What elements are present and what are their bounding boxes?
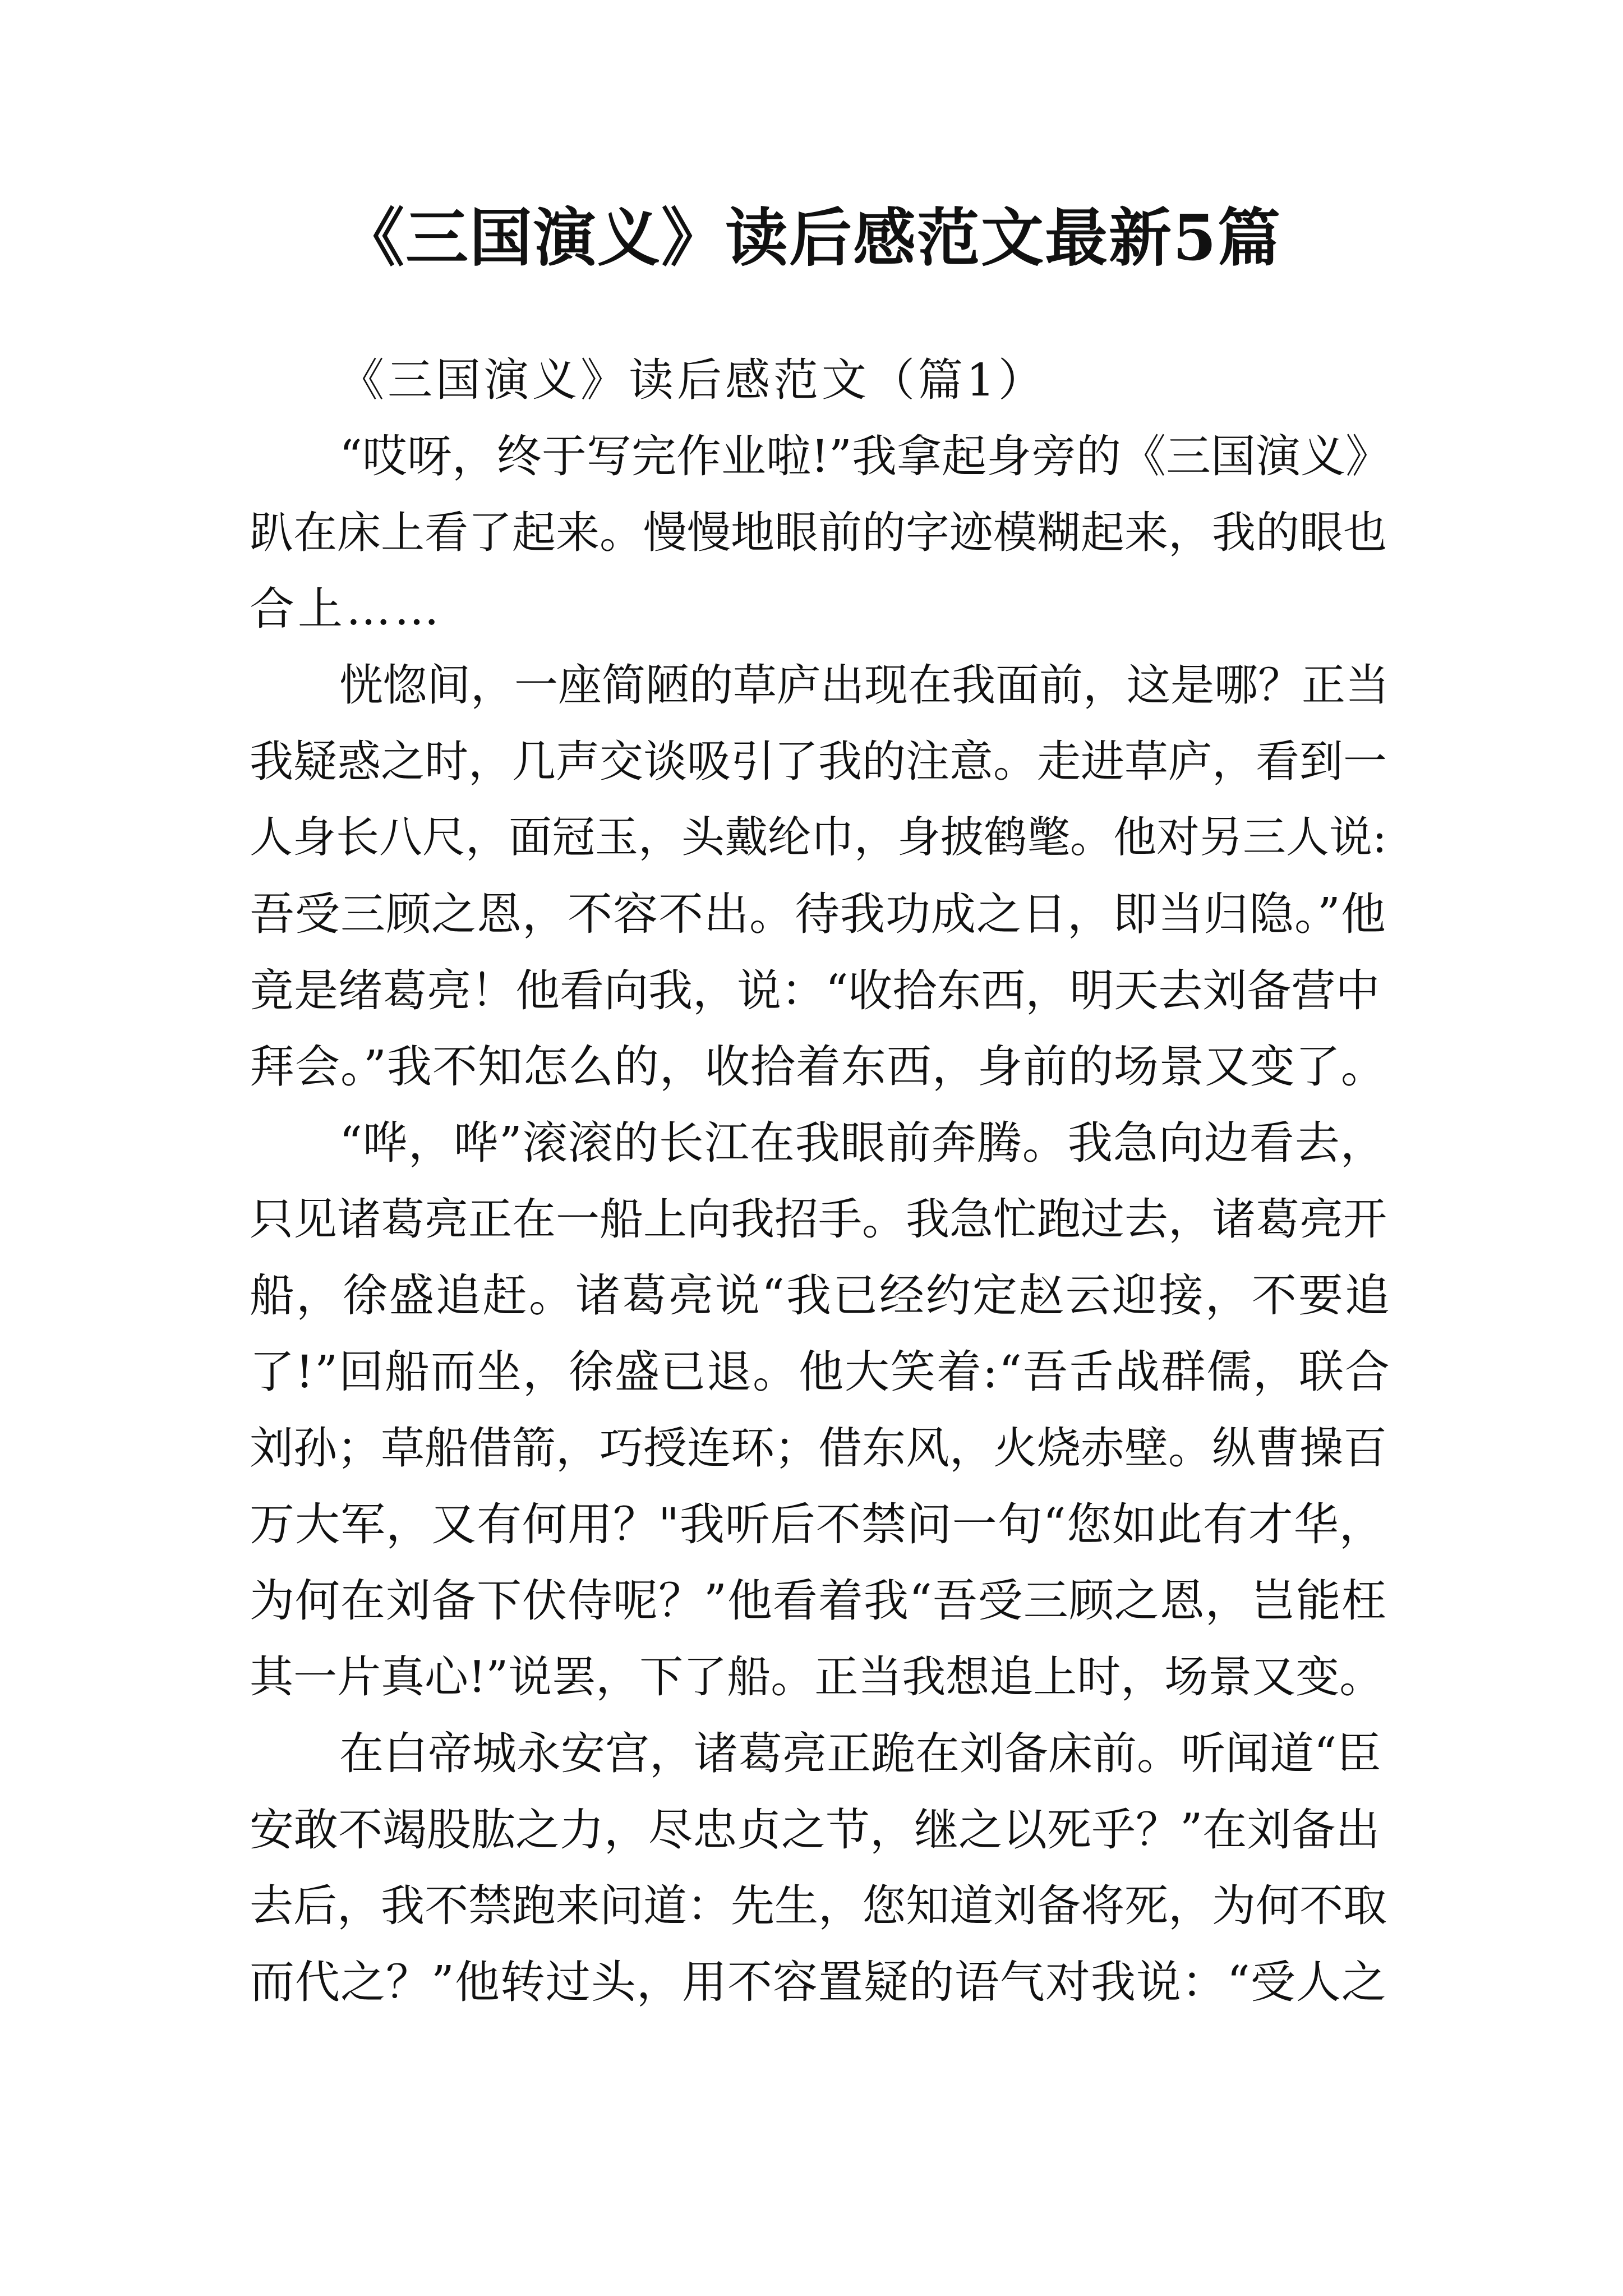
text-line: 而代之？”他转过头，用不容置疑的语气对我说：“受人之 — [250, 1956, 1387, 2008]
document-body — [250, 342, 1394, 2021]
text-line: 其一片真心!”说罢，下了船。正当我想追上时，场景又变。 — [250, 1652, 1384, 1703]
text-line: 船，徐盛追赶。诸葛亮说“我已经约定赵云迎接，不要追 — [250, 1269, 1391, 1322]
text-line: 吾受三顾之恩，不容不出。待我功成之日，即当归隐。”他 — [250, 888, 1386, 940]
text-line: “哎呀，终于写完作业啦!”我拿起身旁的《三国演义》 — [339, 430, 1390, 482]
text-line: 我疑惑之时，几声交谈吸引了我的注意。走进草庐，看到一 — [250, 737, 1387, 787]
text-line: 合上…… — [250, 583, 442, 635]
text-line: 《三国演义》读后感范文（篇1） — [339, 354, 1046, 406]
text-line: 只见诸葛亮正在一船上向我招手。我急忙跑过去，诸葛亮开 — [250, 1194, 1387, 1245]
text-line: 拜会。”我不知怎么的，收拾着东西，身前的场景又变了。 — [250, 1041, 1386, 1093]
text-line: “哗，哗”滚滚的长江在我眼前奔腾。我急向边看去， — [339, 1117, 1386, 1169]
text-line: 恍惚间，一座简陋的草庐出现在我面前，这是哪？正当 — [339, 660, 1390, 711]
text-line: 人身长八尺，面冠玉，头戴纶巾，身披鹤氅。他对另三人说: — [250, 813, 1387, 863]
text-line: 为何在刘备下伏侍呢？”他看着我“吾受三顾之恩，岂能枉 — [250, 1575, 1387, 1627]
text-line: 去后，我不禁跑来问道：先生，您知道刘备将死，为何不取 — [250, 1881, 1387, 1931]
text-line: 安敢不竭股肱之力，尽忠贞之节，继之以死乎？”在刘备出 — [250, 1804, 1380, 1856]
text-line: 刘孙；草船借箭，巧授连环；借东风，火烧赤壁。纵曹操百 — [250, 1423, 1387, 1474]
text-line: 趴在床上看了起来。慢慢地眼前的字迹模糊起来，我的眼也 — [250, 508, 1387, 558]
text-line: 万大军，又有何用？"我听后不禁问一句“您如此有才华， — [250, 1498, 1385, 1550]
text-line: 竟是绪葛亮！他看向我，说：“收拾东西，明天去刘备营中 — [250, 965, 1380, 1016]
text-line: 在白帝城永安宫，诸葛亮正跪在刘备床前。听闻道“臣 — [339, 1728, 1381, 1779]
document-title: 《三国演义》读后感范文最新5篇 — [342, 201, 1281, 275]
text-line: 了!”回船而坐，徐盛已退。他大笑着:“吾舌战群儒，联合 — [250, 1346, 1391, 1398]
